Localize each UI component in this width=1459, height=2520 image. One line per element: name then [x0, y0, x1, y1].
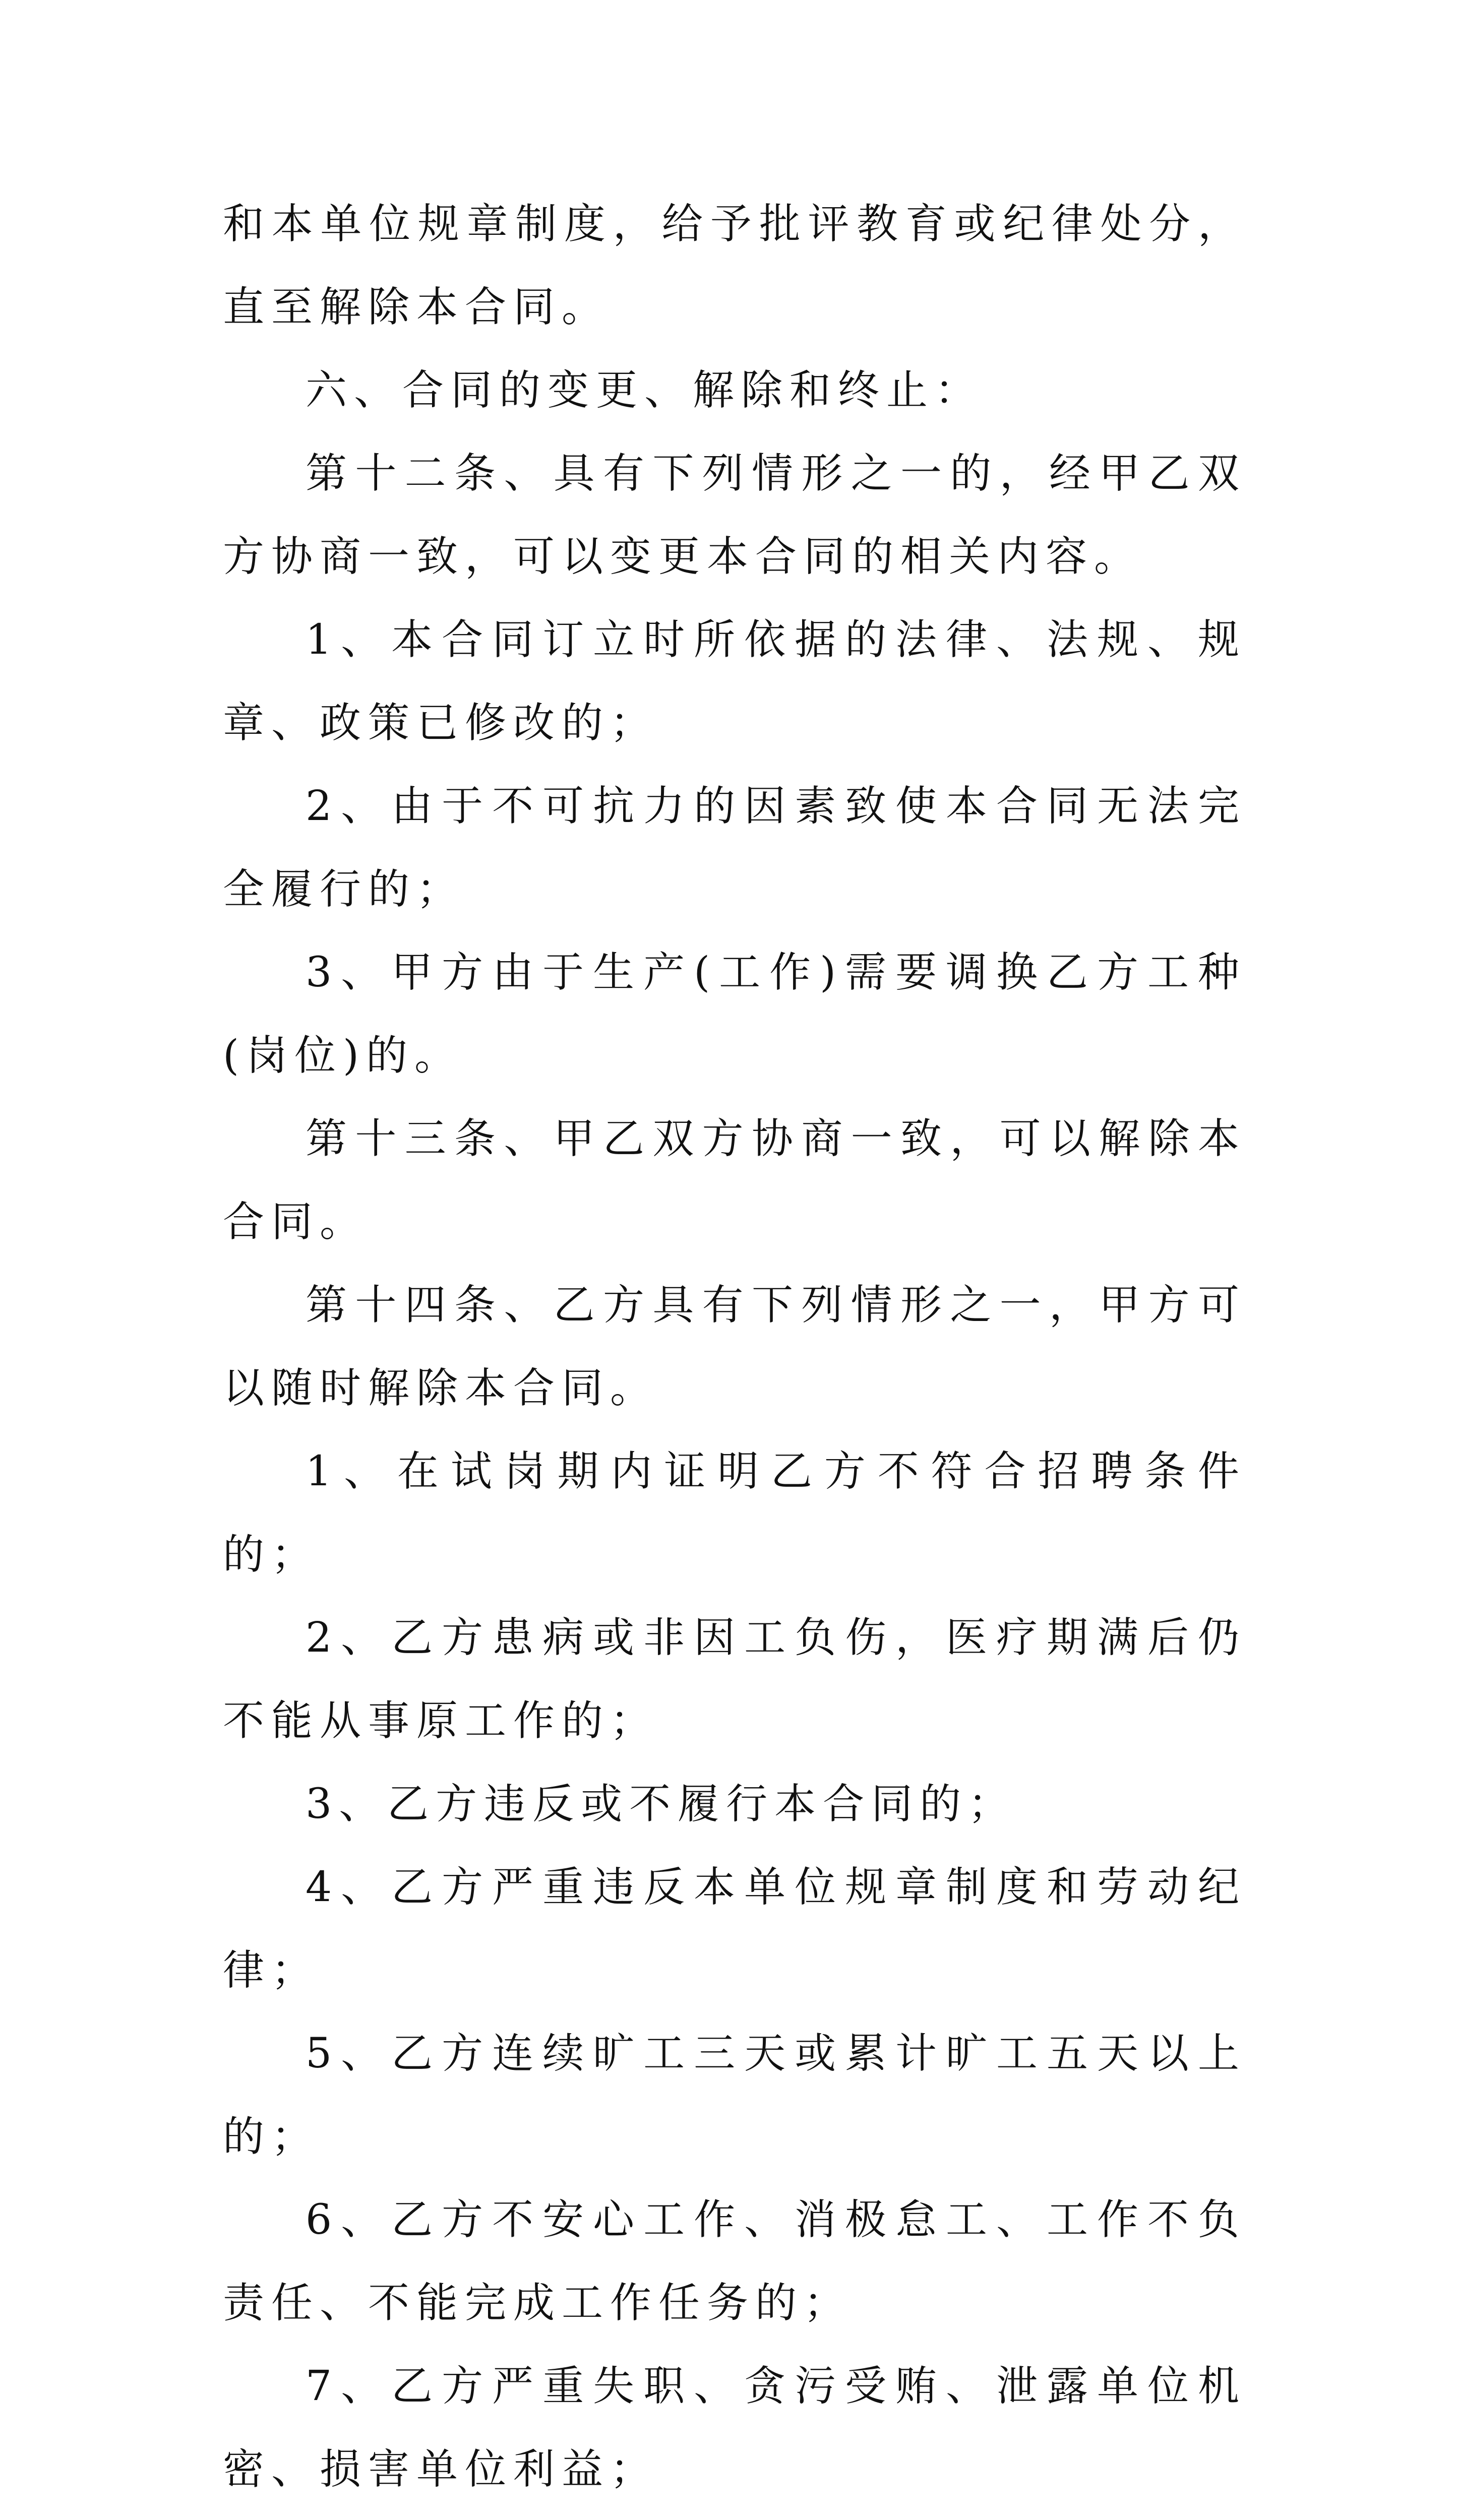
paragraph-continuation: 和本单位规章制度，给予批评教育或纪律处分，直至解除本合同。 [223, 200, 1246, 331]
document-body [223, 182, 1246, 2520]
list-item [223, 2511, 1246, 2520]
article-12: 第十二条、具有下列情形之一的，经甲乙双方协商一致，可以变更本合同的相关内容。 [223, 450, 1246, 581]
article-13: 第十三条、甲乙双方协商一致，可以解除本合同。 [223, 1115, 1246, 1246]
list-item: 1、本合同订立时所依据的法律、法规、规章、政策已修改的； [223, 616, 1246, 747]
list-item: 5、乙方连续旷工三天或累计旷工五天以上的； [223, 2030, 1246, 2161]
list-item: 6、乙方不安心工作、消极怠工、工作不负责任、不能完成工作任务的； [223, 2196, 1246, 2327]
list-item: 1、在试岗期内证明乙方不符合招聘条件的； [223, 1447, 1246, 1579]
list-item: 2、乙方患病或非因工负伤，医疗期满后仍不能从事原工作的； [223, 1614, 1246, 1745]
section-heading-change-termination: 六、合同的变更、解除和终止： [306, 366, 984, 414]
list-item: 2、由于不可抗力的因素致使本合同无法完全履行的； [223, 782, 1246, 913]
list-item: 7、乙方严重失职、贪污受贿、泄露单位机密、损害单位利益； [223, 2362, 1246, 2493]
list-item: 3、甲方由于生产(工作)需要调换乙方工种(岗位)的。 [223, 949, 1246, 1080]
article-14: 第十四条、乙方具有下列情形之一，甲方可以随时解除本合同。 [223, 1281, 1246, 1412]
list-item: 3、乙方违反或不履行本合同的； [306, 1780, 1017, 1828]
list-item: 4、乙方严重违反本单位规章制度和劳动纪律； [223, 1863, 1246, 1994]
